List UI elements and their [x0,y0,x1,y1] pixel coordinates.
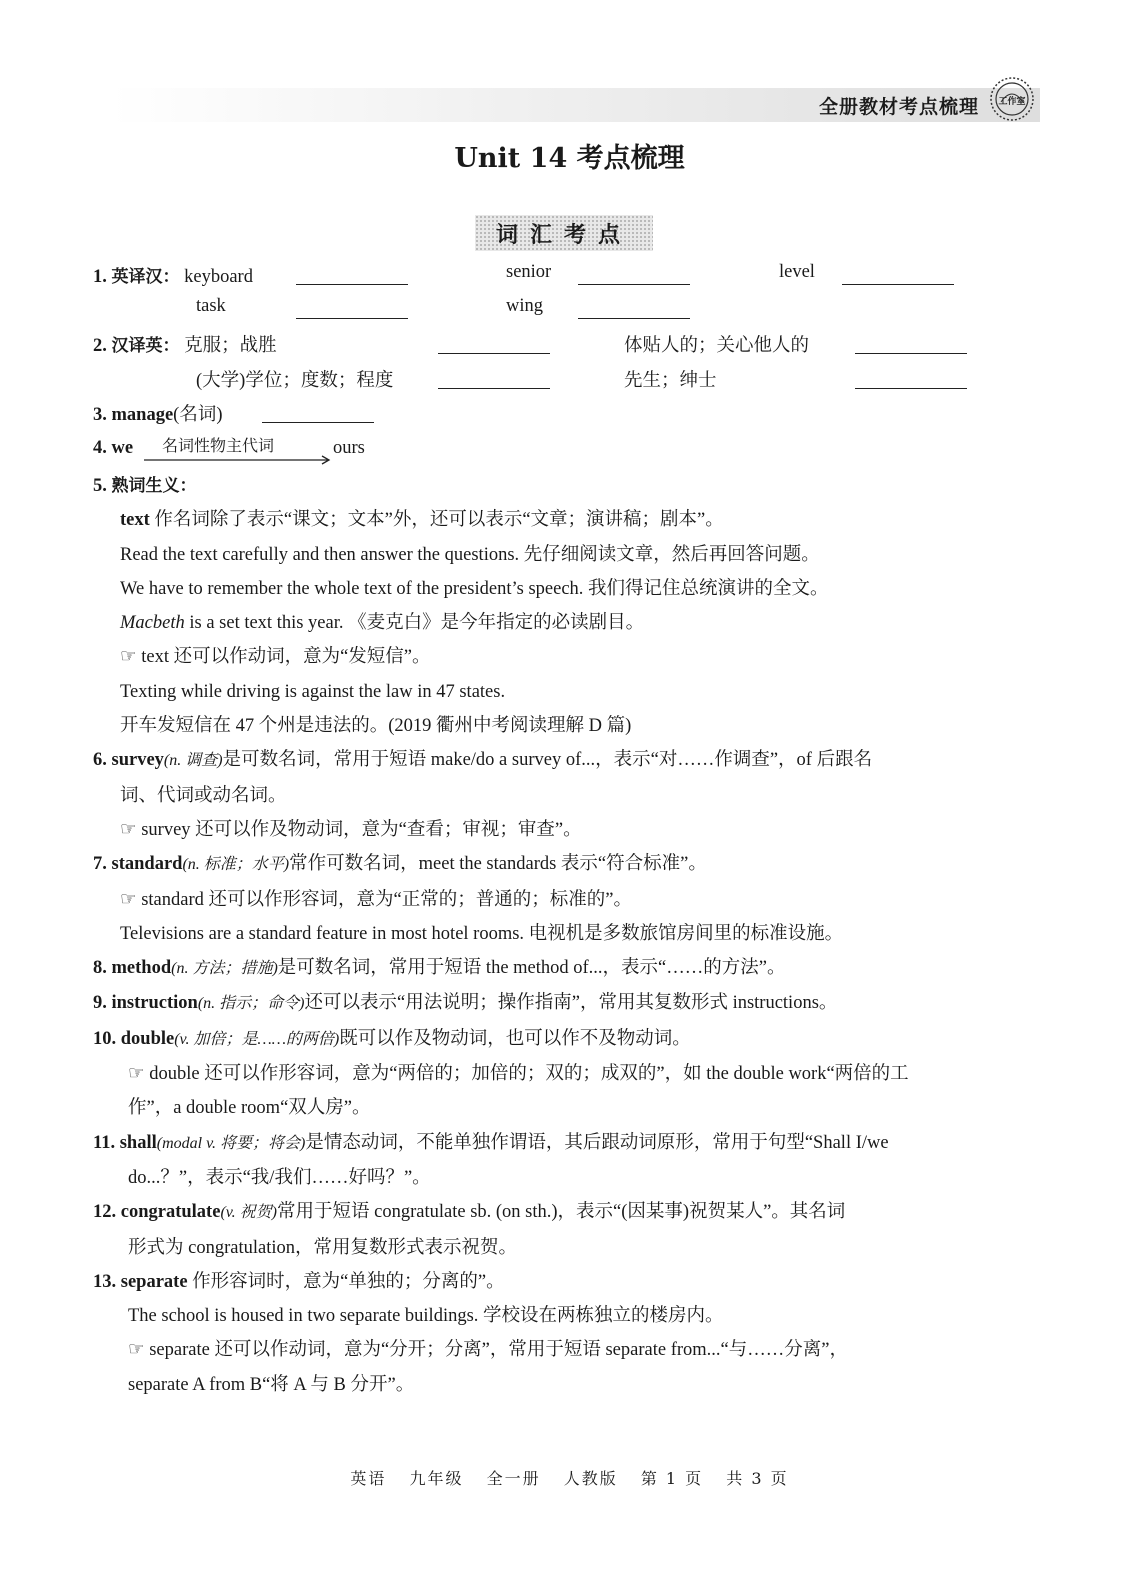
q10-pos: (v. 加倍；是……的两倍) [174,1030,340,1048]
q10-word: double [120,1028,175,1049]
page-footer [0,1466,1139,1489]
q10-line2 [93,1057,1043,1091]
q12-word: congratulate [120,1202,221,1223]
q5-title-macbeth: Macbeth [120,613,185,634]
q2-item-gentleman: 先生；绅士 [624,371,717,391]
q11-line1-text: 是情态动词，不能单独作谓语，其后跟动词原形，常用于句型“Shall I/we [305,1132,889,1153]
q11-pos: (modal v. 将要；将会) [156,1134,306,1152]
q9-word: instruction [111,993,198,1014]
q5-line4 [93,606,1043,640]
page-title: Unit 14 考点梳理 [454,143,685,174]
q1-blank-level[interactable] [842,266,954,285]
q4-to-word: ours [333,438,365,458]
q8-word: method [111,958,172,979]
q5-line3: We have to remember the whole text of the president’s speech. 我们得记住总统演讲的全文。 [120,578,829,599]
q4-arrow-label: 名词性物主代词 [162,436,275,455]
q3-line [93,400,223,426]
q10-line1 [93,1022,1043,1057]
content-body [93,469,1043,1402]
q11-word: shall [119,1132,157,1153]
q12-number: 12. [93,1202,117,1223]
q1-line1 [93,262,253,288]
q2-item-degree: (大学)学位；度数；程度 [196,371,394,391]
q1-word-task: task [196,296,226,316]
q3-word: manage [111,405,174,425]
footer-subject: 英语 [350,1469,387,1488]
q12-line1 [93,1195,1043,1230]
q6-line3-text: survey 还可以作及物动词，意为“查看；审视；审查”。 [136,819,582,840]
q5-line4-text: is a set text this year. 《麦克白》是今年指定的必读剧目。 [184,613,645,634]
q6-line1 [93,743,1043,778]
q6-line1-text: 是可数名词，常用于短语 make/do a survey of...，表示“对……作调查”，of 后跟名 [222,750,873,771]
pointing-hand-icon: ☞ [120,819,137,840]
q6-pos: (n. 调查) [163,752,223,770]
q13-number: 13. [93,1271,117,1292]
q7-line3: Televisions are a standard feature in most hotel rooms. 电视机是多数旅馆房间里的标准设施。 [120,923,844,944]
q5-line5 [93,640,1043,674]
q13-line1-text: 作形容词时，意为“单独的；分离的”。 [187,1271,505,1292]
q8-line [93,951,1043,986]
q4-from-word: we [111,438,134,458]
q6-line2: 词、代词或动名词。 [120,785,287,806]
seal-logo [989,76,1035,122]
q3-blank[interactable] [262,404,374,423]
q12-line2: 形式为 congratulation，常用复数形式表示祝贺。 [128,1237,517,1258]
q7-number: 7. [93,854,107,875]
q1-blank-senior[interactable] [578,266,690,285]
q7-line2-text: standard 还可以作形容词，意为“正常的；普通的；标准的”。 [136,889,632,910]
footer-grade: 九年级 [409,1469,464,1488]
q12-line1-text: 常用于短语 congratulate sb. (on sth.)，表示“(因某事)祝贺某人”。其名词 [277,1202,846,1223]
pointing-hand-icon: ☞ [120,647,137,668]
q13-word: separate [120,1271,188,1292]
footer-page: 第 1 页 [640,1469,704,1488]
section-heading: 词汇考点 [475,215,653,251]
q1-word-wing: wing [506,296,543,316]
q2-line1 [93,331,277,357]
q1-word-senior: senior [506,262,552,282]
q3-number: 3. [93,405,107,425]
q7-line2 [93,883,1043,917]
pointing-hand-icon: ☞ [120,889,137,910]
q6-line3 [93,813,1043,847]
q1-word-keyboard: keyboard [184,267,253,287]
q9-line [93,986,1043,1021]
q5-number: 5. [93,476,107,496]
q9-number: 9. [93,993,107,1014]
header-title: 全册教材考点梳理 [818,96,979,118]
q13-line1 [93,1265,1043,1299]
q13-line4: separate A from B“将 A 与 B 分开”。 [128,1374,415,1395]
q10-line3: 作”，a double room“双人房”。 [128,1098,371,1119]
q13-line3 [93,1333,1043,1367]
q9-pos: (n. 指示；命令) [197,995,305,1013]
q2-item-considerate: 体贴人的；关心他人的 [624,336,810,356]
q13-line2: The school is housed in two separate buildings. 学校设在两栋独立的楼房内。 [128,1306,724,1327]
q5-line7: 开车发短信在 47 个州是违法的。(2019 衢州中考阅读理解 D 篇) [120,716,632,737]
q7-pos: (n. 标准；水平) [182,856,290,874]
q1-blank-task[interactable] [296,300,408,319]
q2-blank-1[interactable] [438,335,550,354]
q7-line1-text: 常作可数名词，meet the standards 表示“符合标准”。 [289,854,707,875]
q11-line2: do...？”，表示“我/我们……好吗？”。 [128,1167,431,1188]
q5-word: text [120,510,150,531]
pointing-hand-icon: ☞ [128,1340,145,1361]
q7-word: standard [111,854,183,875]
q7-line1 [93,847,1043,882]
q4-number: 4. [93,438,107,458]
q1-word-level: level [779,262,815,282]
q8-pos: (n. 方法；措施) [171,960,278,978]
q12-pos: (v. 祝贺) [220,1204,278,1222]
pointing-hand-icon: ☞ [128,1064,145,1085]
q8-number: 8. [93,958,107,979]
q11-line1 [93,1126,1043,1161]
q5-label: 熟词生义： [111,476,197,496]
q10-line1-text: 既可以作及物动词，也可以作不及物动词。 [339,1028,691,1049]
q5-heading [93,469,1043,503]
q4-arrow [144,455,334,465]
q2-blank-4[interactable] [855,370,967,389]
q10-line2-text: double 还可以作形容词，意为“两倍的；加倍的；双的；成双的”，如 the double work“两倍的工 [144,1064,909,1085]
q1-label: 英译汉： [111,267,180,287]
q1-blank-keyboard[interactable] [296,266,408,285]
footer-total: 共 3 页 [726,1469,789,1488]
q4-line [93,438,133,459]
q2-label: 汉译英： [111,336,180,356]
q5-line6: Texting while driving is against the law in 47 states. [120,681,506,702]
q5-line1 [93,503,1043,537]
q2-blank-3[interactable] [438,370,550,389]
q2-blank-2[interactable] [855,335,967,354]
q13-line3-text: separate 还可以作动词，意为“分开；分离”，常用于短语 separate from...“与……分离”， [144,1340,848,1361]
q5-line2: Read the text carefully and then answer the questions. 先仔细阅读文章，然后再回答问题。 [120,544,820,565]
q8-text: 是可数名词，常用于短语 the method of...，表示“……的方法”。 [277,958,786,979]
q11-number: 11. [93,1132,116,1153]
svg-text:工作室: 工作室 [998,97,1026,107]
q2-item-overcome: 克服；战胜 [184,336,277,356]
q10-number: 10. [93,1028,117,1049]
q1-number: 1. [93,267,107,287]
q5-line5-text: text 还可以作动词，意为“发短信”。 [136,647,431,668]
q6-number: 6. [93,750,107,771]
footer-volume: 全一册 [486,1469,541,1488]
q9-text: 还可以表示“用法说明；操作指南”，常用其复数形式 instructions。 [304,993,838,1014]
q2-number: 2. [93,336,107,356]
q6-word: survey [111,750,164,771]
footer-edition: 人教版 [563,1469,618,1488]
q3-note: (名词) [173,405,223,425]
q5-line1-text: 作名词除了表示“课文；文本”外，还可以表示“文章；演讲稿；剧本”。 [149,510,724,531]
q1-blank-wing[interactable] [578,300,690,319]
